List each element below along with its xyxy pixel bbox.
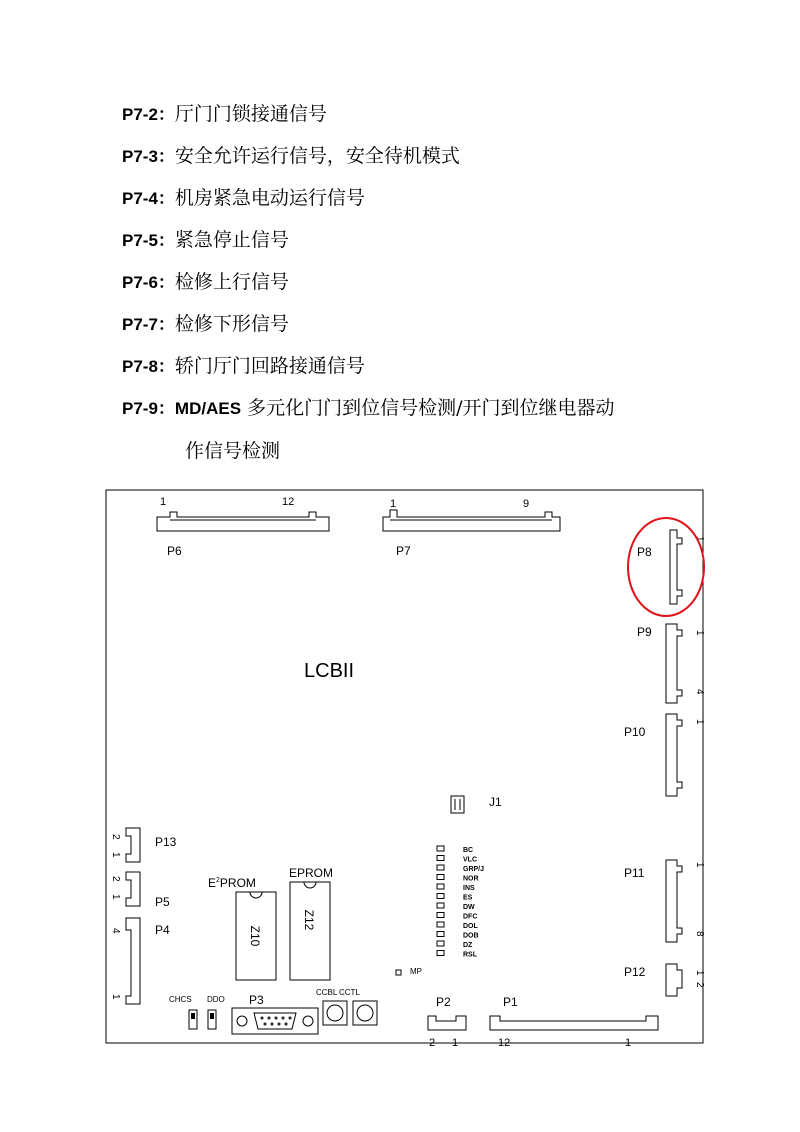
led-indicator	[437, 884, 444, 889]
led-label: DOL	[463, 923, 478, 930]
p2-pin-last: 1	[452, 1037, 459, 1049]
chip-notch	[304, 882, 316, 888]
e2prom-label: $E^2PROM$	[208, 876, 256, 890]
connector-p2	[428, 1016, 466, 1030]
p1-pin-last: 1	[625, 1037, 632, 1049]
cctl-label: CCTL	[339, 988, 360, 997]
chcs-switch	[189, 1010, 197, 1029]
p1-pin-first: 12	[498, 1037, 511, 1049]
p11-pin-last: 8	[694, 931, 705, 937]
connector-p4	[126, 918, 140, 1004]
p9-label: P9	[637, 625, 652, 639]
board-name: LCBII	[304, 660, 355, 682]
led-label: DFC	[463, 913, 478, 921]
led-label: GRP/J	[463, 866, 485, 873]
p4-pin-last: 1	[110, 994, 121, 1000]
p5-pin-first: 2	[110, 876, 121, 882]
led-indicator	[437, 903, 444, 908]
signal-code: P7-7	[122, 315, 158, 334]
ddo-switch	[208, 1010, 216, 1029]
signal-code: P7-3	[122, 147, 158, 166]
signal-separator: ：	[157, 105, 175, 125]
led-indicator	[437, 951, 444, 956]
p10-pin-first: 1	[694, 719, 705, 725]
p6-pin-first: 1	[160, 496, 167, 508]
p12-pin-last: 2	[694, 982, 705, 988]
led-indicator	[437, 894, 444, 899]
signal-code: P7-9	[122, 399, 158, 418]
p13-pin-first: 2	[110, 834, 121, 840]
signal-code: P7-2	[122, 105, 158, 124]
signal-text: 多元化门门到位信号检测/开门到位继电器动	[241, 397, 615, 419]
led-label: DZ	[463, 942, 473, 949]
led-label: VLC	[463, 856, 477, 864]
chip-z12-label: Z12	[302, 909, 316, 931]
board-outline	[106, 490, 703, 1043]
signal-separator: ：	[157, 147, 175, 167]
p4-label: P4	[155, 923, 170, 937]
p13-pin-last: 1	[110, 852, 121, 858]
j1-label: J1	[489, 795, 502, 809]
connector-p11	[666, 860, 682, 942]
connector-p9	[666, 624, 682, 703]
led-label: BC	[463, 847, 474, 854]
signal-code: P7-5	[122, 231, 158, 250]
connector-p6	[157, 512, 329, 531]
chcs-label: CHCS	[169, 995, 192, 1004]
p6-label: P6	[167, 544, 182, 558]
led-column	[437, 846, 484, 959]
p2-pin-first: 2	[429, 1037, 436, 1049]
signal-separator: ：	[157, 189, 175, 209]
eprom-label: EPROM	[289, 866, 334, 880]
led-indicator	[437, 941, 444, 946]
led-label: ES	[463, 894, 473, 902]
ddo-label: DDO	[207, 995, 225, 1004]
connector-p10	[666, 714, 682, 796]
signal-text: 厅门门锁接通信号	[174, 103, 327, 125]
p4-pin-first: 4	[110, 928, 121, 934]
p11-pin-first: 1	[694, 862, 705, 868]
p6-pin-last: 12	[282, 496, 295, 508]
connector-p3	[232, 1008, 318, 1034]
p7-pin-first: 1	[390, 498, 397, 510]
p9-pin-last: 4	[694, 689, 705, 695]
signal-text: 紧急停止信号	[174, 229, 289, 251]
signal-text: 安全允许运行信号，安全待机模式	[174, 145, 460, 167]
p12-label: P12	[624, 965, 646, 979]
jumper-j1	[451, 796, 464, 813]
led-indicator	[437, 856, 444, 861]
led-label: DOB	[463, 932, 479, 940]
signal-code: P7-6	[122, 273, 158, 292]
ccbl-label: CCBL	[316, 988, 338, 997]
p1-label: P1	[503, 995, 518, 1009]
signal-text-latin: MD/AES	[174, 399, 242, 418]
led-label: INS	[463, 885, 475, 892]
signal-separator: ：	[157, 399, 175, 419]
signal-code: P7-8	[122, 357, 158, 376]
chip-z10-label: Z10	[248, 925, 262, 947]
led-indicator	[437, 846, 444, 851]
p11-label: P11	[624, 866, 645, 880]
signal-text: 轿门厅门回路接通信号	[174, 355, 365, 377]
p10-label: P10	[624, 725, 646, 739]
connector-p12	[666, 964, 682, 996]
mp-test-point	[396, 970, 401, 975]
led-label: NOR	[463, 875, 479, 883]
led-indicator	[437, 875, 444, 880]
led-label: DW	[463, 904, 475, 911]
led-indicator	[437, 932, 444, 937]
p5-label: P5	[155, 895, 170, 909]
p8-label: P8	[637, 545, 652, 559]
p3-label: P3	[249, 993, 264, 1007]
signal-text: 检修上行信号	[174, 271, 289, 293]
connector-p13	[126, 828, 140, 862]
signal-code: P7-4	[122, 189, 158, 208]
chip-z12	[290, 882, 330, 980]
led-indicator	[437, 922, 444, 927]
led-indicator	[437, 913, 444, 918]
connector-p5	[126, 872, 140, 906]
connector-p7	[383, 510, 560, 531]
signal-text: 机房紧急电动运行信号	[174, 187, 365, 209]
led-label: RSL	[463, 951, 477, 959]
led-indicator	[437, 865, 444, 870]
p13-label: P13	[155, 835, 177, 849]
p9-pin-first: 1	[694, 630, 705, 636]
p12-pin-first: 1	[694, 970, 705, 976]
signal-separator: ：	[157, 315, 175, 335]
p2-label: P2	[436, 995, 451, 1009]
p5-pin-last: 1	[110, 894, 121, 900]
signal-text: 检修下形信号	[174, 313, 289, 335]
p7-pin-last: 9	[523, 498, 530, 510]
signal-separator: ：	[157, 273, 175, 293]
p7-label: P7	[396, 544, 411, 558]
mp-label: MP	[410, 967, 422, 976]
signal-text-continued: 作信号检测	[185, 440, 281, 462]
highlight-circle	[628, 518, 704, 616]
connector-p1	[490, 1016, 658, 1030]
signal-separator: ：	[157, 357, 175, 377]
connector-p8	[670, 530, 682, 604]
chip-notch	[250, 892, 262, 898]
signal-separator: ：	[157, 231, 175, 251]
p8-pin-first: 1	[694, 536, 705, 542]
